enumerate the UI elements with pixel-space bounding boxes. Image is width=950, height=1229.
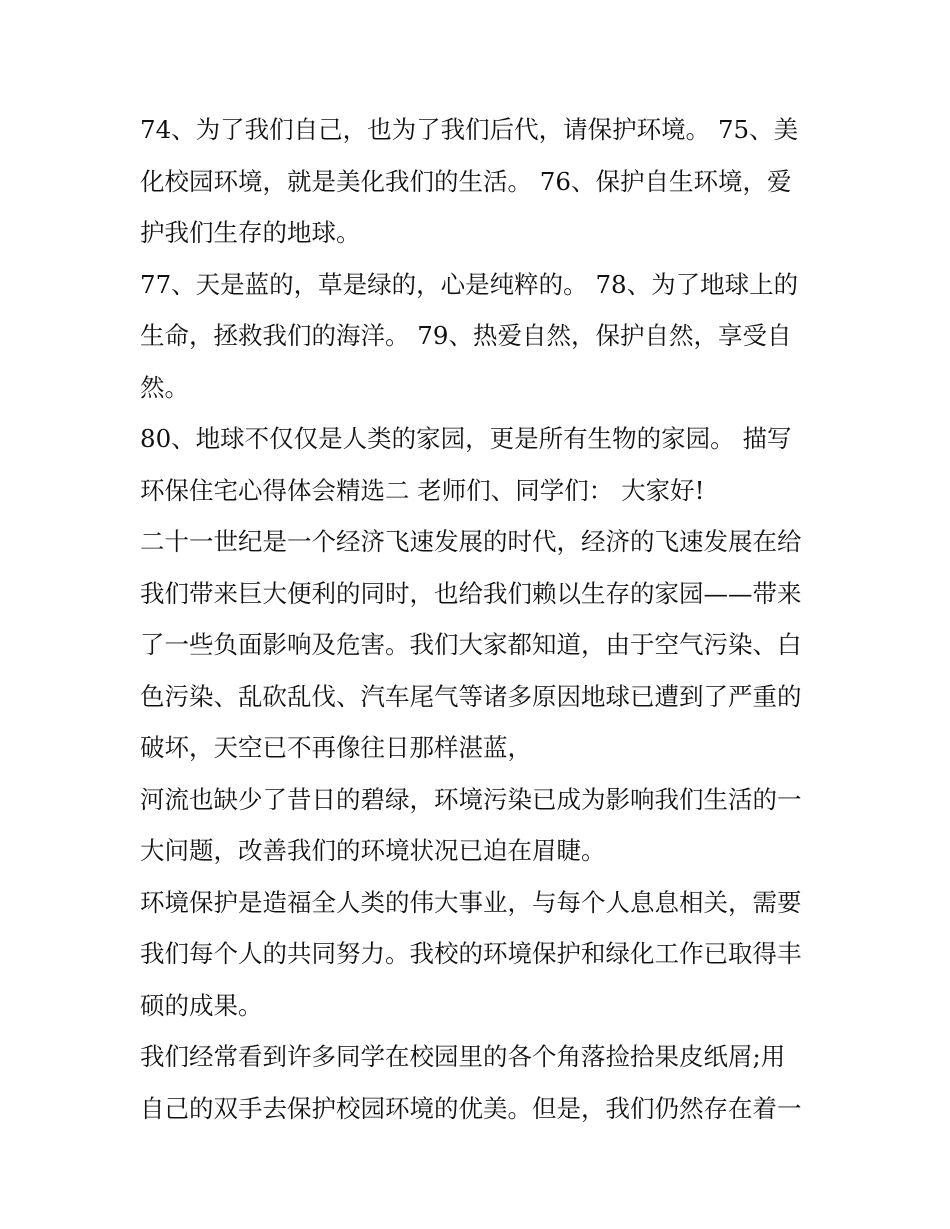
paragraph-slogan-80: [140, 413, 820, 516]
text-line: 77、天是蓝的，草是绿的，心是纯粹的。 78、为了地球上的: [140, 269, 799, 299]
text-line: 80、地球不仅仅是人类的家园，更是所有生物的家园。 描写: [140, 424, 792, 453]
text-line: 硕的成果。: [140, 990, 263, 1020]
text-line: 化校园环境，就是美化我们的生活。 76、保护自生环境，爱: [140, 166, 792, 196]
text-line: 然。: [140, 372, 189, 402]
text-line: 二十一世纪是一个经济飞速发展的时代，经济的飞速发展在给: [140, 527, 802, 556]
paragraph-slogans-74-76: [140, 104, 820, 259]
text-line: 了一些负面影响及危害。我们大家都知道，由于空气污染、白: [140, 630, 802, 659]
text-line: 大问题，改善我们的环境状况已迫在眉睫。: [140, 836, 606, 865]
text-line: 河流也缺少了昔日的碧绿，环境污染已成为影响我们生活的一: [140, 784, 802, 814]
text-line: 环保住宅心得体会精选二 老师们、同学们： 大家好!: [140, 475, 705, 505]
paragraph-environment-protection: [140, 877, 820, 1032]
paragraph-21st-century: [140, 516, 820, 774]
paragraph-campus: [140, 1031, 820, 1134]
paragraph-rivers: [140, 774, 820, 877]
text-line: 74、为了我们自己，也为了我们后代，请保护环境。 75、美: [140, 115, 799, 144]
text-line: 我们经常看到许多同学在校园里的各个角落捡拾果皮纸屑;用: [140, 1042, 786, 1071]
text-line: 生命，拯救我们的海洋。 79、热爱自然，保护自然，享受自: [140, 321, 792, 350]
document-body: [140, 104, 820, 1134]
text-line: 我们每个人的共同努力。我校的环境保护和绿化工作已取得丰: [140, 939, 802, 968]
text-line: 护我们生存的地球。: [140, 218, 361, 247]
text-line: 破坏，天空已不再像往日那样湛蓝，: [140, 733, 532, 762]
text-line: 自己的双手去保护校园环境的优美。但是，我们仍然存在着一: [140, 1093, 802, 1123]
text-line: 我们带来巨大便利的同时，也给我们赖以生存的家园——带来: [140, 578, 802, 608]
text-line: 色污染、乱砍乱伐、汽车尾气等诸多原因地球已遭到了严重的: [140, 681, 802, 711]
paragraph-slogans-77-79: [140, 259, 820, 414]
text-line: 环境保护是造福全人类的伟大事业，与每个人息息相关，需要: [140, 887, 802, 917]
